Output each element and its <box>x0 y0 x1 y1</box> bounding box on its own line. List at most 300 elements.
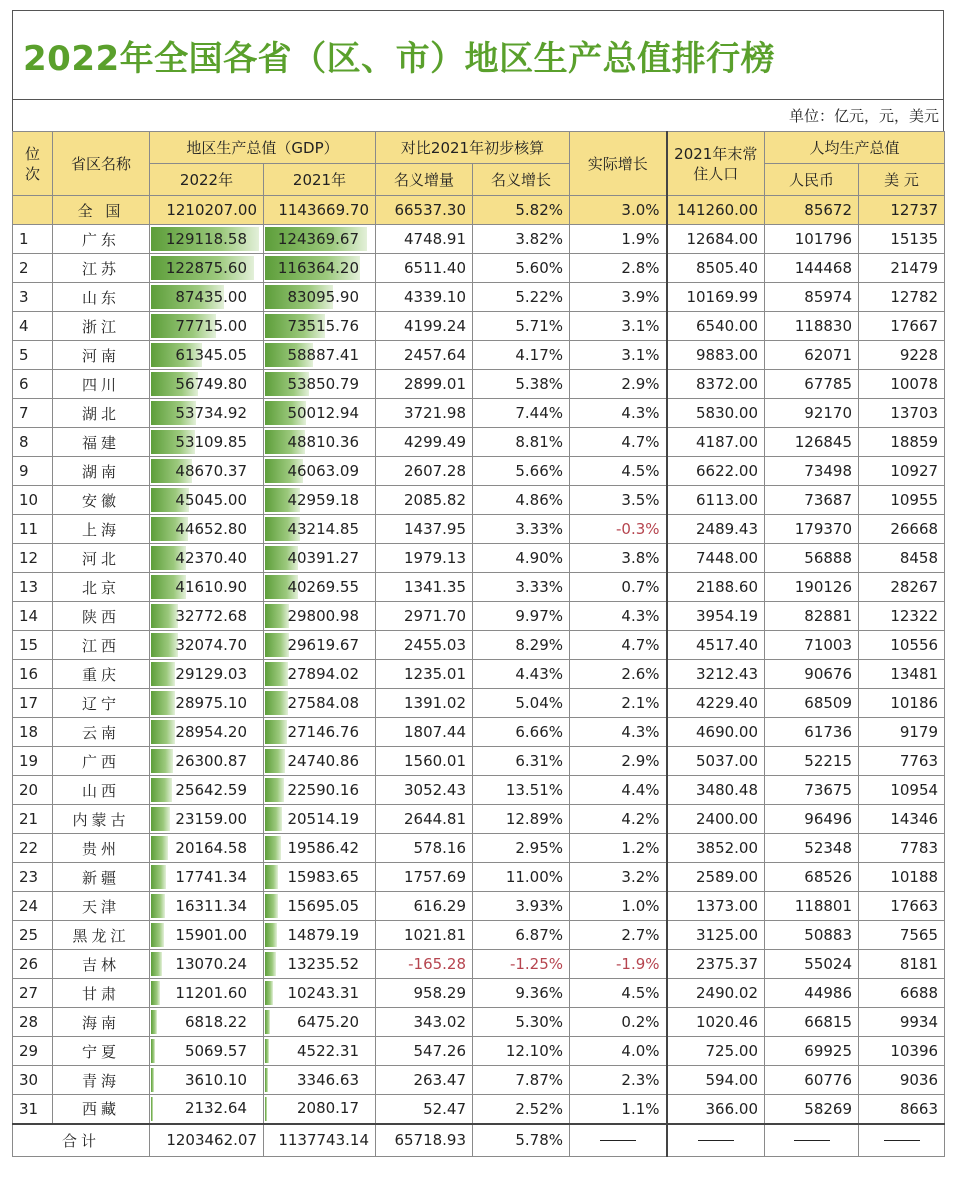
real-growth-cell: 1.9% <box>570 225 667 254</box>
table-row <box>13 1095 945 1124</box>
nominal-growth-cell: 3.33% <box>473 515 570 544</box>
gdp-2022-cell-value: 2132.64 <box>184 1099 247 1118</box>
population-cell: 5830.00 <box>667 399 765 428</box>
per-capita-rmb-cell: 66815 <box>765 1008 859 1037</box>
population-cell: 1020.46 <box>667 1008 765 1037</box>
header-row-2 <box>13 164 945 196</box>
per-capita-usd-cell: 7565 <box>859 921 945 950</box>
real-growth-cell: 2.6% <box>570 660 667 689</box>
rank-cell: 23 <box>13 863 53 892</box>
nominal-growth-cell: 12.10% <box>473 1037 570 1066</box>
table-row <box>13 921 945 950</box>
per-capita-rmb-cell: 60776 <box>765 1066 859 1095</box>
rank-cell: 25 <box>13 921 53 950</box>
gdp-2022-cell-value: 6818.22 <box>184 1012 247 1031</box>
per-capita-usd-cell: 10188 <box>859 863 945 892</box>
sum-row <box>13 1124 945 1157</box>
population-cell: 594.00 <box>667 1066 765 1095</box>
province-name-cell: 山东 <box>53 283 150 312</box>
per-capita-rmb-cell: 61736 <box>765 718 859 747</box>
population-cell: 1373.00 <box>667 892 765 921</box>
table-row <box>13 399 945 428</box>
per-capita-rmb-cell: 92170 <box>765 399 859 428</box>
rank-cell: 15 <box>13 631 53 660</box>
gdp-2022-cell <box>150 892 264 921</box>
nominal-growth-cell: 4.90% <box>473 544 570 573</box>
gdp-2022-cell <box>150 805 264 834</box>
sum-population-dash <box>667 1124 765 1157</box>
real-growth-cell: -0.3% <box>570 515 667 544</box>
population-cell: 2375.37 <box>667 950 765 979</box>
nominal-growth-cell: 4.43% <box>473 660 570 689</box>
nominal-increment-cell: 343.02 <box>376 1008 473 1037</box>
population-cell: 4690.00 <box>667 718 765 747</box>
gdp-2021-cell <box>264 805 376 834</box>
sum-real-growth-dash <box>570 1124 667 1157</box>
per-capita-usd-cell: 8663 <box>859 1095 945 1124</box>
header-2022: 2022年 <box>150 164 264 196</box>
sum-growth: 5.78% <box>473 1124 570 1157</box>
header-row-1 <box>13 132 945 164</box>
nominal-increment-cell: 52.47 <box>376 1095 473 1124</box>
per-capita-usd-cell: 13703 <box>859 399 945 428</box>
population-cell: 4187.00 <box>667 428 765 457</box>
per-capita-usd-cell: 9228 <box>859 341 945 370</box>
nominal-increment-cell: 578.16 <box>376 834 473 863</box>
real-growth-cell: 3.5% <box>570 486 667 515</box>
nominal-increment-cell: 4299.49 <box>376 428 473 457</box>
per-capita-rmb-cell: 52348 <box>765 834 859 863</box>
province-name-cell: 安徽 <box>53 486 150 515</box>
nominal-growth-cell: -1.25% <box>473 950 570 979</box>
real-growth-cell: 4.3% <box>570 399 667 428</box>
gdp-2022-cell <box>150 486 264 515</box>
population-cell: 2489.43 <box>667 515 765 544</box>
table-row <box>13 515 945 544</box>
per-capita-usd-cell: 9934 <box>859 1008 945 1037</box>
population-cell: 4229.40 <box>667 689 765 718</box>
national-name: 全 国 <box>53 196 150 225</box>
per-capita-rmb-cell: 73498 <box>765 457 859 486</box>
gdp-2021-cell-value: 24740.86 <box>287 751 360 770</box>
per-capita-usd-cell: 10186 <box>859 689 945 718</box>
province-name-cell: 陕西 <box>53 602 150 631</box>
table-row <box>13 544 945 573</box>
gdp-2021-cell-value: 27146.76 <box>287 722 360 741</box>
national-population: 141260.00 <box>667 196 765 225</box>
province-name-cell: 浙江 <box>53 312 150 341</box>
gdp-2021-cell-value: 4522.31 <box>296 1041 360 1060</box>
per-capita-rmb-cell: 67785 <box>765 370 859 399</box>
nominal-growth-cell: 8.81% <box>473 428 570 457</box>
gdp-2021-cell-value: 58887.41 <box>287 345 360 364</box>
gdp-2022-cell <box>150 689 264 718</box>
national-row <box>13 196 945 225</box>
gdp-2022-cell-value: 32772.68 <box>175 606 247 625</box>
real-growth-cell: 2.1% <box>570 689 667 718</box>
per-capita-usd-cell: 28267 <box>859 573 945 602</box>
gdp-2022-cell-value: 17741.34 <box>175 867 247 886</box>
nominal-growth-cell: 4.17% <box>473 341 570 370</box>
nominal-increment-cell: 3052.43 <box>376 776 473 805</box>
gdp-2022-cell <box>150 921 264 950</box>
nominal-increment-cell: 2455.03 <box>376 631 473 660</box>
nominal-growth-cell: 7.44% <box>473 399 570 428</box>
gdp-2022-cell <box>150 950 264 979</box>
table-row <box>13 370 945 399</box>
real-growth-cell: 4.7% <box>570 428 667 457</box>
gdp-2022-cell <box>150 1095 264 1124</box>
population-cell: 3852.00 <box>667 834 765 863</box>
table-row <box>13 747 945 776</box>
gdp-2022-cell <box>150 573 264 602</box>
nominal-increment-cell: 1757.69 <box>376 863 473 892</box>
rank-cell: 6 <box>13 370 53 399</box>
gdp-2021-cell-value: 22590.16 <box>287 780 360 799</box>
table-row <box>13 1008 945 1037</box>
population-cell: 6622.00 <box>667 457 765 486</box>
sum-label: 合计 <box>13 1124 150 1157</box>
gdp-2021-cell-value: 3346.63 <box>296 1070 360 1089</box>
gdp-2021-cell <box>264 544 376 573</box>
gdp-2021-cell-bar <box>265 1097 267 1121</box>
rank-cell: 8 <box>13 428 53 457</box>
table-row <box>13 312 945 341</box>
per-capita-usd-cell: 17663 <box>859 892 945 921</box>
sum-usd-dash <box>859 1124 945 1157</box>
national-increment: 66537.30 <box>376 196 473 225</box>
gdp-2022-cell <box>150 631 264 660</box>
gdp-2021-cell-value: 42959.18 <box>287 490 360 509</box>
rank-cell: 1 <box>13 225 53 254</box>
rank-cell: 22 <box>13 834 53 863</box>
table-row <box>13 602 945 631</box>
rank-cell: 26 <box>13 950 53 979</box>
per-capita-usd-cell: 10955 <box>859 486 945 515</box>
gdp-2021-cell-value: 29800.98 <box>287 606 360 625</box>
per-capita-rmb-cell: 58269 <box>765 1095 859 1124</box>
gdp-2021-cell-bar <box>265 1039 269 1063</box>
province-name-cell: 新疆 <box>53 863 150 892</box>
gdp-2022-cell <box>150 225 264 254</box>
nominal-growth-cell: 6.66% <box>473 718 570 747</box>
sum-gdp-2022: 1203462.07 <box>150 1124 264 1157</box>
province-name-cell: 山西 <box>53 776 150 805</box>
nominal-growth-cell: 5.38% <box>473 370 570 399</box>
real-growth-cell: 3.8% <box>570 544 667 573</box>
table-row <box>13 1037 945 1066</box>
per-capita-rmb-cell: 144468 <box>765 254 859 283</box>
gdp-2022-cell <box>150 1008 264 1037</box>
table-row <box>13 254 945 283</box>
nominal-growth-cell: 4.86% <box>473 486 570 515</box>
gdp-2022-cell <box>150 457 264 486</box>
rank-cell: 3 <box>13 283 53 312</box>
gdp-2022-cell-value: 28975.10 <box>175 693 247 712</box>
population-cell: 9883.00 <box>667 341 765 370</box>
gdp-2021-cell <box>264 776 376 805</box>
nominal-growth-cell: 3.93% <box>473 892 570 921</box>
real-growth-cell: 4.5% <box>570 979 667 1008</box>
gdp-2022-cell <box>150 834 264 863</box>
sum-rmb-dash <box>765 1124 859 1157</box>
nominal-growth-cell: 9.97% <box>473 602 570 631</box>
gdp-2021-cell-value: 15983.65 <box>287 867 360 886</box>
national-rank-cell <box>13 196 53 225</box>
gdp-2022-cell <box>150 283 264 312</box>
gdp-2022-cell-value: 25642.59 <box>175 780 247 799</box>
gdp-2021-cell-value: 40391.27 <box>287 548 360 567</box>
gdp-2021-cell-value: 10243.31 <box>287 983 360 1002</box>
table-row <box>13 457 945 486</box>
gdp-2021-cell-value: 27894.02 <box>287 664 360 683</box>
gdp-2021-cell <box>264 718 376 747</box>
nominal-increment-cell: 4748.91 <box>376 225 473 254</box>
gdp-2021-cell <box>264 921 376 950</box>
province-name-cell: 青海 <box>53 1066 150 1095</box>
gdp-2022-cell-value: 29129.03 <box>175 664 247 683</box>
rank-cell: 5 <box>13 341 53 370</box>
gdp-2021-cell-value: 2080.17 <box>296 1099 360 1118</box>
nominal-increment-cell: 2899.01 <box>376 370 473 399</box>
gdp-2022-cell <box>150 718 264 747</box>
gdp-2021-cell <box>264 892 376 921</box>
population-cell: 4517.40 <box>667 631 765 660</box>
nominal-increment-cell: 1341.35 <box>376 573 473 602</box>
gdp-2021-cell-value: 20514.19 <box>287 809 360 828</box>
table-row <box>13 689 945 718</box>
national-gdp-2021: 1143669.70 <box>264 196 376 225</box>
nominal-increment-cell: 4339.10 <box>376 283 473 312</box>
per-capita-rmb-cell: 52215 <box>765 747 859 776</box>
per-capita-rmb-cell: 68509 <box>765 689 859 718</box>
rank-cell: 17 <box>13 689 53 718</box>
real-growth-cell: 4.4% <box>570 776 667 805</box>
nominal-growth-cell: 8.29% <box>473 631 570 660</box>
header-per-capita: 人均生产总值 <box>765 132 945 164</box>
gdp-table <box>12 131 945 1157</box>
nominal-increment-cell: 4199.24 <box>376 312 473 341</box>
gdp-2021-cell <box>264 834 376 863</box>
gdp-2021-cell-value: 48810.36 <box>287 432 360 451</box>
province-name-cell: 福建 <box>53 428 150 457</box>
gdp-2021-cell <box>264 312 376 341</box>
table-row <box>13 341 945 370</box>
province-name-cell: 甘肃 <box>53 979 150 1008</box>
table-row <box>13 950 945 979</box>
table-row <box>13 660 945 689</box>
nominal-increment-cell: 1021.81 <box>376 921 473 950</box>
gdp-2022-cell-value: 53109.85 <box>175 432 247 451</box>
nominal-increment-cell: 2607.28 <box>376 457 473 486</box>
real-growth-cell: -1.9% <box>570 950 667 979</box>
province-name-cell: 广东 <box>53 225 150 254</box>
per-capita-usd-cell: 13481 <box>859 660 945 689</box>
gdp-2021-cell <box>264 1037 376 1066</box>
header-population: 2021年末常住人口 <box>667 132 765 196</box>
per-capita-rmb-cell: 62071 <box>765 341 859 370</box>
gdp-2021-cell <box>264 660 376 689</box>
province-name-cell: 江苏 <box>53 254 150 283</box>
gdp-2021-cell-value: 6475.20 <box>296 1012 360 1031</box>
table-row <box>13 892 945 921</box>
real-growth-cell: 4.3% <box>570 602 667 631</box>
nominal-growth-cell: 2.95% <box>473 834 570 863</box>
gdp-2021-cell-value: 15695.05 <box>287 896 360 915</box>
header-nominal-growth: 名义增长 <box>473 164 570 196</box>
gdp-2021-cell <box>264 950 376 979</box>
per-capita-rmb-cell: 85974 <box>765 283 859 312</box>
real-growth-cell: 2.3% <box>570 1066 667 1095</box>
gdp-2021-cell-value: 83095.90 <box>287 287 360 306</box>
gdp-2022-cell-value: 16311.34 <box>175 896 247 915</box>
sum-gdp-2021: 1137743.14 <box>264 1124 376 1157</box>
rank-cell: 7 <box>13 399 53 428</box>
table-row <box>13 1066 945 1095</box>
nominal-growth-cell: 5.22% <box>473 283 570 312</box>
table-row <box>13 863 945 892</box>
gdp-2022-cell <box>150 254 264 283</box>
province-name-cell: 西藏 <box>53 1095 150 1124</box>
rank-cell: 28 <box>13 1008 53 1037</box>
gdp-2022-cell-value: 15901.00 <box>175 925 247 944</box>
per-capita-usd-cell: 9036 <box>859 1066 945 1095</box>
gdp-2021-cell-value: 116364.20 <box>277 258 360 277</box>
gdp-2021-cell-value: 53850.79 <box>287 374 360 393</box>
per-capita-rmb-cell: 96496 <box>765 805 859 834</box>
per-capita-rmb-cell: 118830 <box>765 312 859 341</box>
gdp-2021-cell <box>264 573 376 602</box>
rank-cell: 21 <box>13 805 53 834</box>
province-name-cell: 辽宁 <box>53 689 150 718</box>
real-growth-cell: 1.0% <box>570 892 667 921</box>
nominal-growth-cell: 3.82% <box>473 225 570 254</box>
nominal-growth-cell: 7.87% <box>473 1066 570 1095</box>
population-cell: 7448.00 <box>667 544 765 573</box>
gdp-2022-cell-value: 28954.20 <box>175 722 247 741</box>
nominal-increment-cell: 1391.02 <box>376 689 473 718</box>
nominal-increment-cell: 6511.40 <box>376 254 473 283</box>
gdp-2022-cell-value: 122875.60 <box>165 258 247 277</box>
rank-cell: 19 <box>13 747 53 776</box>
population-cell: 366.00 <box>667 1095 765 1124</box>
real-growth-cell: 2.9% <box>570 370 667 399</box>
gdp-2022-cell <box>150 776 264 805</box>
rank-cell: 10 <box>13 486 53 515</box>
per-capita-usd-cell: 10396 <box>859 1037 945 1066</box>
table-row <box>13 225 945 254</box>
gdp-2021-cell <box>264 747 376 776</box>
rank-cell: 13 <box>13 573 53 602</box>
province-name-cell: 黑龙江 <box>53 921 150 950</box>
population-cell: 8372.00 <box>667 370 765 399</box>
nominal-increment-cell: 958.29 <box>376 979 473 1008</box>
nominal-increment-cell: 3721.98 <box>376 399 473 428</box>
gdp-2021-cell <box>264 979 376 1008</box>
table-row <box>13 283 945 312</box>
gdp-2021-cell-value: 14879.19 <box>287 925 360 944</box>
population-cell: 3480.48 <box>667 776 765 805</box>
population-cell: 3125.00 <box>667 921 765 950</box>
province-name-cell: 宁夏 <box>53 1037 150 1066</box>
population-cell: 10169.99 <box>667 283 765 312</box>
gdp-2022-cell-value: 87435.00 <box>175 287 247 306</box>
rank-cell: 2 <box>13 254 53 283</box>
population-cell: 2400.00 <box>667 805 765 834</box>
gdp-2022-cell-value: 41610.90 <box>175 577 247 596</box>
nominal-increment-cell: 2085.82 <box>376 486 473 515</box>
per-capita-rmb-cell: 68526 <box>765 863 859 892</box>
per-capita-rmb-cell: 69925 <box>765 1037 859 1066</box>
rank-cell: 14 <box>13 602 53 631</box>
gdp-2021-cell <box>264 515 376 544</box>
real-growth-cell: 1.1% <box>570 1095 667 1124</box>
per-capita-usd-cell: 12322 <box>859 602 945 631</box>
gdp-2021-cell <box>264 1008 376 1037</box>
header-name: 省区名称 <box>53 132 150 196</box>
gdp-2021-cell <box>264 863 376 892</box>
gdp-2021-cell <box>264 631 376 660</box>
gdp-2022-cell-value: 20164.58 <box>175 838 247 857</box>
nominal-growth-cell: 13.51% <box>473 776 570 805</box>
per-capita-rmb-cell: 179370 <box>765 515 859 544</box>
nominal-increment-cell: 1437.95 <box>376 515 473 544</box>
rank-cell: 16 <box>13 660 53 689</box>
gdp-2022-cell-value: 45045.00 <box>175 490 247 509</box>
gdp-2022-cell <box>150 602 264 631</box>
province-name-cell: 北京 <box>53 573 150 602</box>
province-name-cell: 贵州 <box>53 834 150 863</box>
real-growth-cell: 2.7% <box>570 921 667 950</box>
per-capita-usd-cell: 14346 <box>859 805 945 834</box>
province-name-cell: 江西 <box>53 631 150 660</box>
province-name-cell: 天津 <box>53 892 150 921</box>
nominal-increment-cell: 547.26 <box>376 1037 473 1066</box>
nominal-growth-cell: 12.89% <box>473 805 570 834</box>
rank-cell: 29 <box>13 1037 53 1066</box>
province-name-cell: 内蒙古 <box>53 805 150 834</box>
header-rmb: 人民币 <box>765 164 859 196</box>
nominal-increment-cell: 2971.70 <box>376 602 473 631</box>
gdp-2021-cell <box>264 225 376 254</box>
gdp-2022-cell-value: 48670.37 <box>175 461 247 480</box>
real-growth-cell: 2.9% <box>570 747 667 776</box>
per-capita-usd-cell: 26668 <box>859 515 945 544</box>
real-growth-cell: 0.2% <box>570 1008 667 1037</box>
gdp-2022-cell-value: 26300.87 <box>175 751 247 770</box>
gdp-2021-cell <box>264 457 376 486</box>
sum-increment: 65718.93 <box>376 1124 473 1157</box>
gdp-2022-cell-bar <box>151 1097 153 1121</box>
gdp-2022-cell-value: 42370.40 <box>175 548 247 567</box>
population-cell: 2188.60 <box>667 573 765 602</box>
nominal-increment-cell: 1235.01 <box>376 660 473 689</box>
nominal-growth-cell: 5.66% <box>473 457 570 486</box>
rank-cell: 12 <box>13 544 53 573</box>
gdp-2021-cell <box>264 1095 376 1124</box>
province-name-cell: 四川 <box>53 370 150 399</box>
nominal-increment-cell: 616.29 <box>376 892 473 921</box>
gdp-2022-cell <box>150 341 264 370</box>
per-capita-usd-cell: 9179 <box>859 718 945 747</box>
gdp-2021-cell <box>264 283 376 312</box>
gdp-2021-cell-value: 73515.76 <box>287 316 360 335</box>
gdp-2022-cell <box>150 660 264 689</box>
gdp-2022-cell <box>150 312 264 341</box>
nominal-growth-cell: 6.31% <box>473 747 570 776</box>
nominal-growth-cell: 5.04% <box>473 689 570 718</box>
real-growth-cell: 4.5% <box>570 457 667 486</box>
